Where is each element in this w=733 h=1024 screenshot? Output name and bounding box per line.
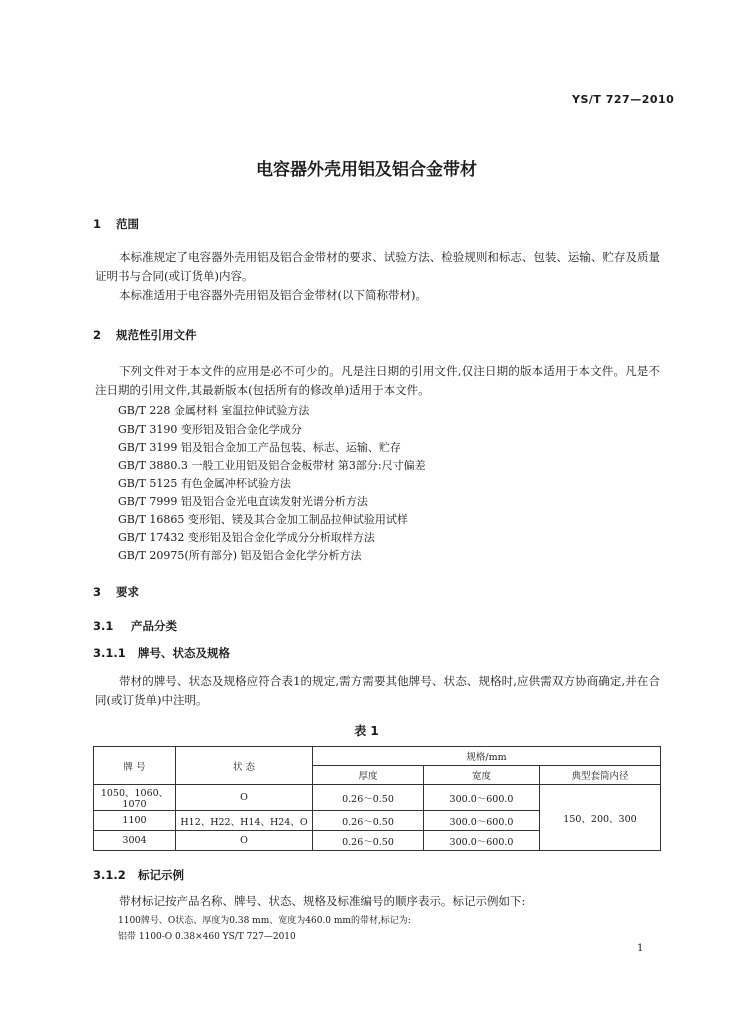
- reference-item: GB/T 20975(所有部分) 铝及铝合金化学分析方法: [118, 549, 362, 562]
- subsection-3-1-heading: [93, 618, 177, 634]
- cell-temper: O: [176, 785, 313, 811]
- section-title: 产品分类: [131, 619, 177, 633]
- paragraph: 带材的牌号、状态及规格应符合表1的规定,需方需要其他牌号、状态、规格时,应供需双方协商确定,并在合同(或订货单)中注明。: [95, 674, 660, 707]
- section-number: 3.1: [93, 619, 114, 633]
- cell-width: 300.0～600.0: [424, 785, 540, 811]
- header-thickness: 厚度: [313, 766, 424, 785]
- cell-temper: O: [176, 831, 313, 851]
- reference-item: GB/T 5125 有色金属冲杯试验方法: [118, 477, 291, 490]
- cell-thickness: 0.26～0.50: [313, 831, 424, 851]
- section-number: 3.1.1: [93, 646, 126, 660]
- example-note: 1100牌号、O状态、厚度为0.38 mm、宽度为460.0 mm的带材,标记为:: [118, 916, 411, 926]
- section-number: 3.1.2: [93, 868, 126, 882]
- section-3-heading: [93, 584, 139, 600]
- section-number: 3: [93, 585, 102, 599]
- cell-thickness: 0.26～0.50: [313, 785, 424, 811]
- reference-item: GB/T 17432 变形铝及铝合金化学成分分析取样方法: [118, 531, 375, 544]
- subsection-3-1-2-heading: [93, 867, 184, 883]
- section-title: 要求: [116, 585, 139, 599]
- section-title: 标记示例: [138, 868, 184, 882]
- header-temper: 状 态: [176, 747, 313, 785]
- paragraph: 本标准适用于电容器外壳用铝及铝合金带材(以下简称带材)。: [119, 288, 427, 302]
- header-width: 宽度: [424, 766, 540, 785]
- cell-thickness: 0.26～0.50: [313, 811, 424, 831]
- header-core-id: 典型套筒内径: [540, 766, 661, 785]
- document-title: 电容器外壳用铝及铝合金带材: [256, 160, 477, 180]
- section-2-heading: [93, 327, 197, 343]
- section-number: 1: [93, 217, 102, 231]
- section-title: 范围: [116, 217, 139, 231]
- reference-item: GB/T 3190 变形铝及铝合金化学成分: [118, 423, 302, 436]
- cell-core-id: 150、200、300: [540, 785, 661, 851]
- header-grade: 牌 号: [94, 747, 176, 785]
- section-number: 2: [93, 328, 102, 342]
- section-1-heading: [93, 216, 139, 232]
- reference-item: GB/T 16865 变形铝、镁及其合金加工制品拉伸试验用试样: [118, 513, 408, 526]
- paragraph: 带材标记按产品名称、牌号、状态、规格及标准编号的顺序表示。标记示例如下:: [119, 894, 526, 908]
- table-row: [94, 785, 661, 811]
- reference-item: GB/T 7999 铝及铝合金光电直读发射光谱分析方法: [118, 495, 368, 508]
- example-mark: 铝带 1100-O 0.38×460 YS/T 727—2010: [118, 932, 296, 942]
- standard-code: YS/T 727—2010: [572, 93, 675, 106]
- page-number: 1: [637, 943, 644, 954]
- cell-width: 300.0～600.0: [424, 831, 540, 851]
- table-caption: 表 1: [354, 724, 379, 738]
- cell-temper: H12、H22、H14、H24、O: [176, 811, 313, 831]
- section-title: 规范性引用文件: [116, 328, 197, 342]
- reference-item: GB/T 3199 铝及铝合金加工产品包装、标志、运输、贮存: [118, 441, 401, 454]
- section-title: 牌号、状态及规格: [138, 646, 230, 660]
- subsection-3-1-1-heading: [93, 645, 230, 661]
- paragraph: 下列文件对于本文件的应用是必不可少的。凡是注日期的引用文件,仅注日期的版本适用于本文件。凡是不注日期的引用文件,其最新版本(包括所有的修改单)适用于本文件。: [95, 364, 660, 397]
- spec-table: [93, 746, 661, 851]
- cell-grade: 1100: [94, 811, 176, 831]
- cell-grade: 1050、1060、1070: [94, 785, 176, 811]
- reference-item: GB/T 3880.3 一般工业用铝及铝合金板带材 第3部分:尺寸偏差: [118, 459, 426, 472]
- cell-grade: 3004: [94, 831, 176, 851]
- reference-item: GB/T 228 金属材料 室温拉伸试验方法: [118, 404, 310, 417]
- paragraph: 本标准规定了电容器外壳用铝及铝合金带材的要求、试验方法、检验规则和标志、包装、运输、贮存及质量证明书与合同(或订货单)内容。: [95, 250, 660, 283]
- cell-width: 300.0～600.0: [424, 811, 540, 831]
- header-spec-group: 规格/mm: [313, 747, 661, 766]
